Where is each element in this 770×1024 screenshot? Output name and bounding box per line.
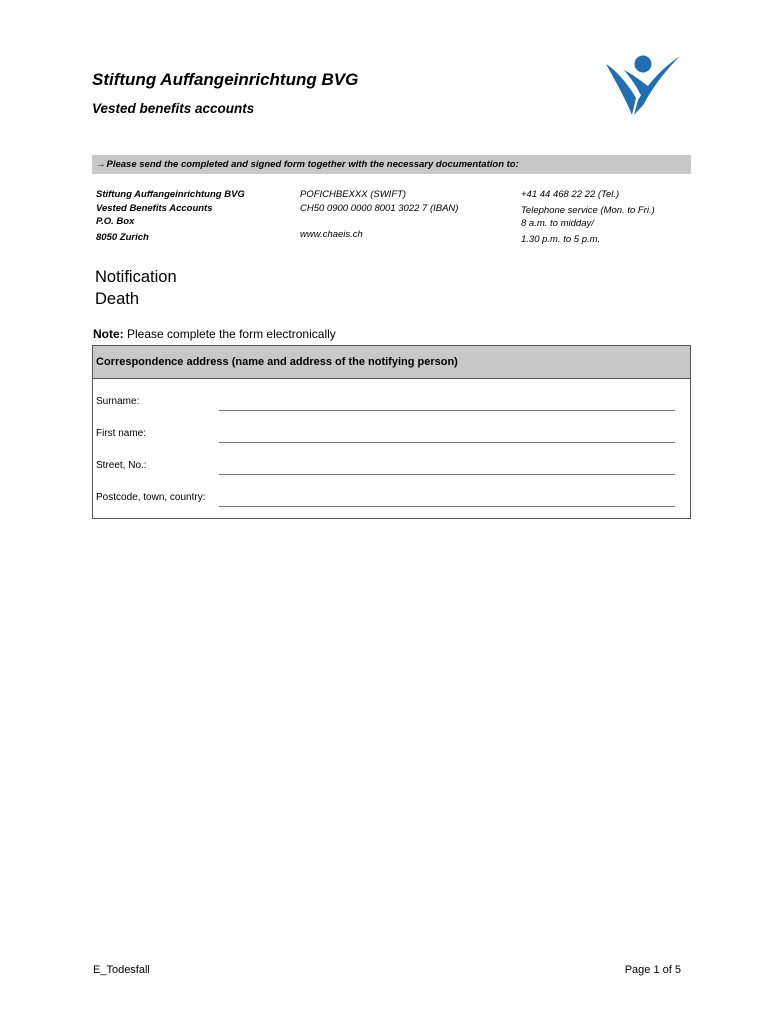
- swift-code: POFICHBEXXX (SWIFT): [300, 189, 407, 200]
- address-line: Stiftung Auffangeinrichtung BVG: [96, 189, 245, 200]
- page-subtitle: Vested benefits accounts: [92, 101, 255, 116]
- form-heading: [95, 266, 177, 310]
- field-label: First name:: [96, 428, 147, 439]
- service-hours-line: 8 a.m. to midday/: [521, 218, 594, 229]
- address-line: Vested Benefits Accounts: [96, 202, 213, 214]
- page-title: Stiftung Auffangeinrichtung BVG: [92, 70, 359, 89]
- street-row: [96, 460, 147, 471]
- street-field[interactable]: [219, 474, 675, 475]
- postcode-field[interactable]: [219, 506, 675, 507]
- note-body: Please complete the form electronically: [123, 327, 336, 341]
- first-name-row: [96, 428, 146, 439]
- instruction-text: Please send the completed and signed form together with the necessary documentation to:: [106, 159, 519, 170]
- postal-address: [96, 188, 245, 244]
- section-header: Correspondence address (name and address of the notifying person): [93, 346, 690, 379]
- bank-details: [300, 188, 458, 242]
- address-line: P.O. Box: [96, 216, 135, 227]
- iban: CH50 0900 0000 8001 3022 7 (IBAN): [300, 202, 459, 214]
- person-v-logo-icon: [604, 54, 682, 116]
- correspondence-address-section: [92, 345, 691, 519]
- postcode-row: [96, 492, 206, 503]
- first-name-field[interactable]: [219, 442, 675, 443]
- service-hours-line: 1.30 p.m. to 5 p.m.: [521, 233, 601, 245]
- surname-row: [96, 396, 139, 407]
- page-number: Page 1 of 5: [624, 964, 681, 976]
- website-link[interactable]: www.chaeis.ch: [300, 229, 363, 240]
- note-label: Note:: [93, 327, 124, 341]
- field-label: Postcode, town, country:: [96, 492, 206, 503]
- phone-number: +41 44 468 22 22 (Tel.): [521, 189, 620, 200]
- form-heading-line: Notification: [95, 268, 177, 286]
- document-id: E_Todesfall: [93, 964, 150, 976]
- contact-details: [521, 188, 655, 246]
- surname-field[interactable]: [219, 410, 675, 411]
- form-heading-line: Death: [95, 290, 140, 308]
- instruction-bar: [92, 155, 691, 174]
- address-line: 8050 Zurich: [96, 231, 149, 243]
- field-label: Surname:: [96, 396, 140, 407]
- note-text: [93, 327, 336, 341]
- arrow-right-icon: →: [96, 159, 106, 170]
- field-label: Street, No.:: [96, 460, 147, 471]
- service-hours-line: Telephone service (Mon. to Fri.): [521, 204, 655, 216]
